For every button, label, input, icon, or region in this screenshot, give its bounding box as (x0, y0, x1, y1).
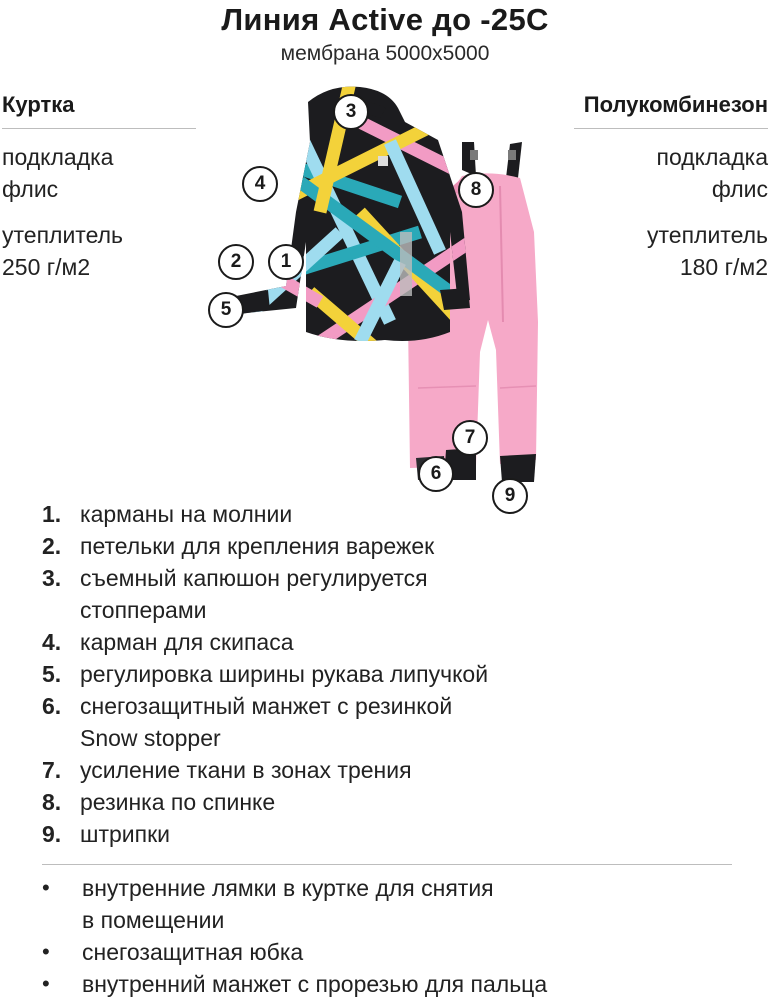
feature-text: снегозащитный манжет с резинкой (80, 693, 453, 719)
bullet: • (42, 875, 50, 900)
extra-text-cont: в помещении (82, 907, 225, 933)
feature-number: 1. (42, 501, 62, 527)
jacket-heading: Куртка (2, 92, 196, 129)
overalls-lining (574, 141, 768, 205)
extra-item (42, 968, 742, 1000)
callout-2: 2 (218, 244, 254, 280)
feature-text: резинка по спинке (80, 789, 276, 815)
feature-item (42, 690, 742, 754)
jacket-insulation (2, 219, 196, 283)
feature-item (42, 658, 742, 690)
overalls-insulation-value: 180 г/м2 (679, 254, 768, 280)
feature-text: карман для скипаса (80, 629, 294, 655)
feature-text: регулировка ширины рукава липучкой (80, 661, 489, 687)
extras-list (42, 872, 742, 1000)
jacket-lining (2, 141, 196, 205)
feature-text: съемный капюшон регулируется (80, 565, 428, 591)
feature-item (42, 786, 742, 818)
callout-6: 6 (418, 456, 454, 492)
jacket-lining-label: подкладка (2, 144, 114, 170)
divider (42, 864, 732, 865)
feature-item (42, 498, 742, 530)
feature-list (42, 498, 742, 850)
feature-number: 2. (42, 533, 62, 559)
feature-text: усиление ткани в зонах трения (80, 757, 412, 783)
feature-text-cont: Snow stopper (80, 725, 221, 751)
feature-item (42, 530, 742, 562)
feature-text-cont: стопперами (80, 597, 207, 623)
overalls-insulation (574, 219, 768, 283)
overalls-lining-label: подкладка (656, 144, 768, 170)
jacket-insulation-value: 250 г/м2 (2, 254, 91, 280)
bullet: • (42, 971, 50, 996)
page-subtitle: мембрана 5000х5000 (280, 42, 490, 65)
feature-number: 4. (42, 629, 62, 655)
overalls-specs (574, 92, 768, 283)
callout-4: 4 (242, 166, 278, 202)
feature-number: 8. (42, 789, 62, 815)
product-drawing (200, 82, 570, 522)
callout-5: 5 (208, 292, 244, 328)
overalls-insulation-label: утеплитель (647, 222, 768, 248)
feature-item (42, 754, 742, 786)
callout-7: 7 (452, 420, 488, 456)
jacket-specs (2, 92, 196, 283)
feature-item (42, 626, 742, 658)
feature-number: 6. (42, 693, 62, 719)
extra-item (42, 872, 742, 936)
feature-number: 9. (42, 821, 62, 847)
feature-text: штрипки (80, 821, 170, 847)
bullet: • (42, 939, 50, 964)
page-title: Линия Active до -25С (221, 2, 549, 37)
feature-item (42, 818, 742, 850)
feature-text: петельки для крепления варежек (80, 533, 435, 559)
extra-item (42, 936, 742, 968)
callout-3: 3 (333, 94, 369, 130)
feature-text: карманы на молнии (80, 501, 293, 527)
callout-9: 9 (492, 478, 528, 514)
feature-number: 7. (42, 757, 62, 783)
callout-1: 1 (268, 244, 304, 280)
extra-text: внутренние лямки в куртке для снятия (82, 875, 494, 901)
jacket-insulation-label: утеплитель (2, 222, 123, 248)
feature-item (42, 562, 742, 626)
feature-number: 3. (42, 565, 62, 591)
jacket-lining-value: флис (2, 176, 59, 202)
overalls-heading: Полукомбинезон (574, 92, 768, 129)
overalls-lining-value: флис (711, 176, 768, 202)
product-illustration (200, 82, 570, 522)
feature-number: 5. (42, 661, 62, 687)
callout-8: 8 (458, 172, 494, 208)
extra-text: снегозащитная юбка (82, 939, 304, 965)
extra-text: внутренний манжет с прорезью для пальца (82, 971, 548, 997)
